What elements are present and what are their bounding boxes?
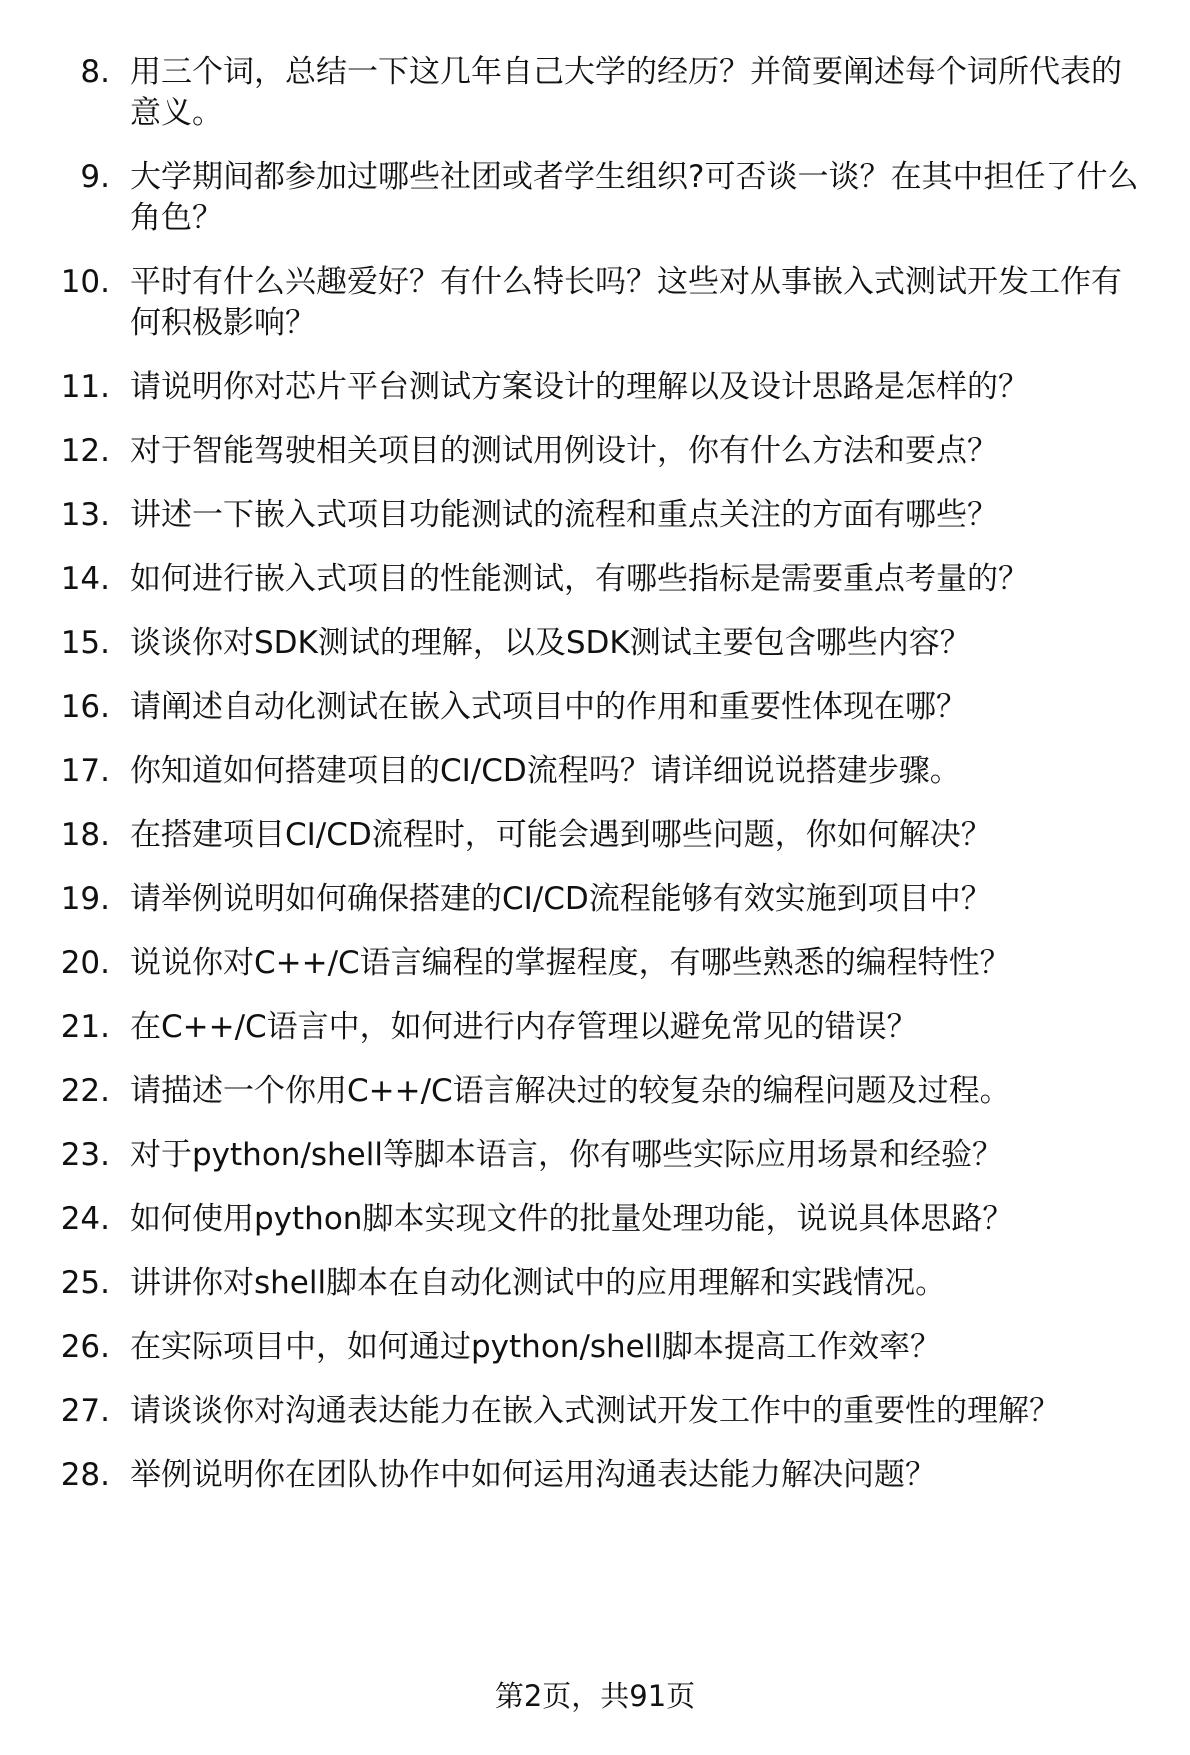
question-text: 请阐述自动化测试在嵌入式项目中的作用和重要性体现在哪？ [130, 689, 967, 725]
question-text: 在搭建项目CI/CD流程时，可能会遇到哪些问题，你如何解决？ [130, 817, 992, 853]
question-text: 讲述一下嵌入式项目功能测试的流程和重点关注的方面有哪些？ [130, 497, 998, 533]
question-text: 对于智能驾驶相关项目的测试用例设计，你有什么方法和要点？ [130, 433, 998, 469]
question-number: 16. [60, 689, 110, 725]
question-text: 你知道如何搭建项目的CI/CD流程吗？请详细说说搭建步骤。 [130, 753, 961, 789]
question-number: 20. [60, 945, 110, 981]
question-number: 9. [80, 159, 110, 195]
question-text: 请谈谈你对沟通表达能力在嵌入式测试开发工作中的重要性的理解？ [130, 1393, 1060, 1429]
question-item [0, 262, 1190, 344]
question-text: 在实际项目中，如何通过python/shell脚本提高工作效率？ [130, 1329, 941, 1365]
question-item [0, 879, 1190, 920]
question-item [0, 1263, 1190, 1304]
question-number: 28. [60, 1457, 110, 1493]
question-list [0, 52, 1190, 1519]
question-text: 用三个词，总结一下这几年自己大学的经历？并简要阐述每个词所代表的意义。 [130, 54, 1122, 131]
question-item [0, 1135, 1190, 1176]
question-number: 27. [60, 1393, 110, 1429]
question-text: 讲讲你对shell脚本在自动化测试中的应用理解和实践情况。 [130, 1265, 947, 1301]
question-number: 25. [60, 1265, 110, 1301]
question-number: 19. [60, 881, 110, 917]
question-number: 17. [60, 753, 110, 789]
question-text: 请举例说明如何确保搭建的CI/CD流程能够有效实施到项目中？ [130, 881, 992, 917]
question-number: 26. [60, 1329, 110, 1365]
question-text: 请描述一个你用C++/C语言解决过的较复杂的编程问题及过程。 [130, 1073, 1011, 1109]
question-number: 15. [60, 625, 110, 661]
question-number: 18. [60, 817, 110, 853]
question-item [0, 623, 1190, 664]
question-item [0, 1007, 1190, 1048]
page-footer [0, 1676, 1190, 1716]
question-item [0, 559, 1190, 600]
question-number: 11. [60, 369, 110, 405]
question-text: 举例说明你在团队协作中如何运用沟通表达能力解决问题？ [130, 1457, 936, 1493]
question-item [0, 1199, 1190, 1240]
question-number: 24. [60, 1201, 110, 1237]
question-item [0, 1071, 1190, 1112]
question-item [0, 367, 1190, 408]
question-number: 23. [60, 1137, 110, 1173]
question-text: 在C++/C语言中，如何进行内存管理以避免常见的错误？ [130, 1009, 918, 1045]
question-item [0, 495, 1190, 536]
question-item [0, 431, 1190, 472]
question-item [0, 157, 1190, 239]
question-item [0, 1327, 1190, 1368]
question-number: 13. [60, 497, 110, 533]
question-item [0, 1455, 1190, 1496]
question-number: 21. [60, 1009, 110, 1045]
question-number: 10. [60, 264, 110, 300]
question-text: 对于python/shell等脚本语言，你有哪些实际应用场景和经验？ [130, 1137, 1003, 1173]
question-number: 14. [60, 561, 110, 597]
question-item [0, 1391, 1190, 1432]
question-number: 22. [60, 1073, 110, 1109]
question-text: 说说你对C++/C语言编程的掌握程度，有哪些熟悉的编程特性？ [130, 945, 1011, 981]
question-text: 平时有什么兴趣爱好？有什么特长吗？这些对从事嵌入式测试开发工作有何积极影响？ [130, 264, 1122, 341]
question-text: 大学期间都参加过哪些社团或者学生组织?可否谈一谈？在其中担任了什么角色？ [130, 159, 1139, 236]
question-item [0, 815, 1190, 856]
question-item [0, 751, 1190, 792]
question-item [0, 687, 1190, 728]
question-text: 谈谈你对SDK测试的理解，以及SDK测试主要包含哪些内容？ [130, 625, 971, 661]
question-item [0, 943, 1190, 984]
question-number: 8. [80, 54, 110, 90]
question-text: 如何使用python脚本实现文件的批量处理功能，说说具体思路？ [130, 1201, 1014, 1237]
question-text: 请说明你对芯片平台测试方案设计的理解以及设计思路是怎样的？ [130, 369, 1029, 405]
question-number: 12. [60, 433, 110, 469]
question-text: 如何进行嵌入式项目的性能测试，有哪些指标是需要重点考量的？ [130, 561, 1029, 597]
question-item [0, 52, 1190, 134]
page-number-label: 第2页，共91页 [494, 1679, 696, 1713]
